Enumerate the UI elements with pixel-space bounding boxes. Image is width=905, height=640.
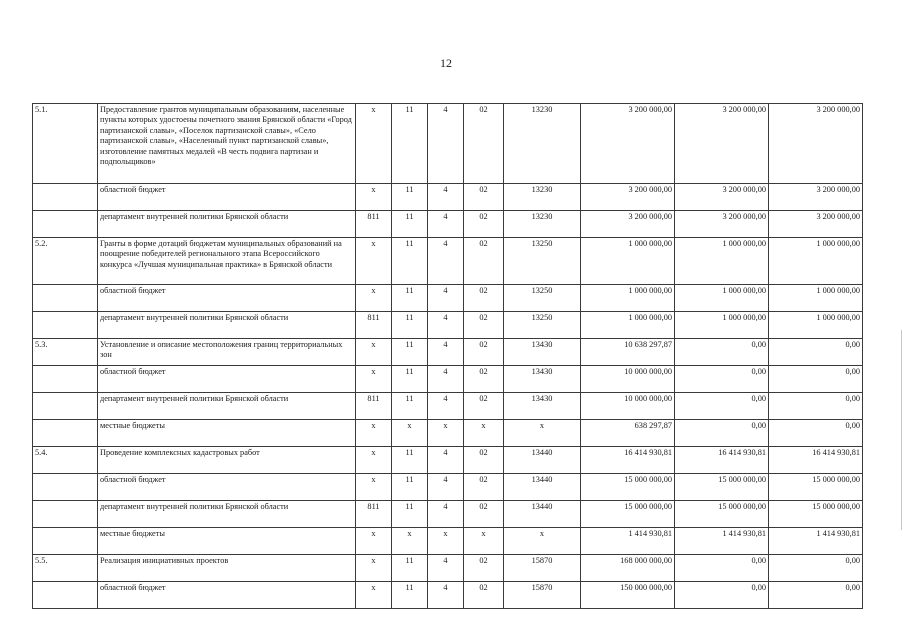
amount-cell: 16 414 930,81 xyxy=(581,447,675,474)
code-cell: х xyxy=(428,528,464,555)
row-number: 5.2. xyxy=(33,238,98,285)
code-cell: 11 xyxy=(392,211,428,238)
page-number: 12 xyxy=(440,56,452,70)
amount-cell: 0,00 xyxy=(675,393,769,420)
code-cell: х xyxy=(356,420,392,447)
code-cell: 11 xyxy=(392,285,428,312)
row-number xyxy=(33,528,98,555)
table-row xyxy=(33,238,863,285)
code-cell: 4 xyxy=(428,582,464,609)
scan-edge-line xyxy=(901,330,902,530)
code-cell: х xyxy=(504,420,581,447)
amount-cell: 1 000 000,00 xyxy=(675,238,769,285)
amount-cell: 15 000 000,00 xyxy=(769,474,863,501)
amount-cell: 1 000 000,00 xyxy=(581,312,675,339)
amount-cell: 10 638 297,87 xyxy=(581,339,675,366)
amount-cell: 1 000 000,00 xyxy=(581,238,675,285)
amount-cell: 0,00 xyxy=(675,555,769,582)
code-cell: х xyxy=(356,285,392,312)
code-cell: х xyxy=(504,528,581,555)
row-name: Проведение комплексных кадастровых работ xyxy=(98,447,356,474)
table-row xyxy=(33,393,863,420)
row-number xyxy=(33,285,98,312)
table-row xyxy=(33,339,863,366)
row-number xyxy=(33,474,98,501)
code-cell: 4 xyxy=(428,393,464,420)
code-cell: 13230 xyxy=(504,211,581,238)
amount-cell: 1 000 000,00 xyxy=(769,238,863,285)
row-number: 5.4. xyxy=(33,447,98,474)
row-number xyxy=(33,184,98,211)
code-cell: 11 xyxy=(392,366,428,393)
code-cell: 11 xyxy=(392,393,428,420)
amount-cell: 1 000 000,00 xyxy=(769,312,863,339)
code-cell: х xyxy=(356,555,392,582)
table-row xyxy=(33,104,863,184)
code-cell: х xyxy=(356,184,392,211)
row-name: департамент внутренней политики Брянской области xyxy=(98,393,356,420)
code-cell: 4 xyxy=(428,104,464,184)
row-number xyxy=(33,312,98,339)
amount-cell: 0,00 xyxy=(769,582,863,609)
amount-cell: 3 200 000,00 xyxy=(581,184,675,211)
code-cell: 13430 xyxy=(504,393,581,420)
code-cell: 13250 xyxy=(504,285,581,312)
amount-cell: 0,00 xyxy=(675,420,769,447)
code-cell: 02 xyxy=(464,238,504,285)
code-cell: 02 xyxy=(464,184,504,211)
table-row xyxy=(33,312,863,339)
code-cell: 11 xyxy=(392,501,428,528)
code-cell: 811 xyxy=(356,501,392,528)
code-cell: х xyxy=(428,420,464,447)
row-number: 5.1. xyxy=(33,104,98,184)
amount-cell: 638 297,87 xyxy=(581,420,675,447)
code-cell: х xyxy=(356,238,392,285)
amount-cell: 3 200 000,00 xyxy=(769,211,863,238)
code-cell: х xyxy=(356,528,392,555)
code-cell: 11 xyxy=(392,582,428,609)
code-cell: х xyxy=(464,528,504,555)
amount-cell: 15 000 000,00 xyxy=(581,501,675,528)
amount-cell: 0,00 xyxy=(769,420,863,447)
amount-cell: 15 000 000,00 xyxy=(581,474,675,501)
code-cell: 02 xyxy=(464,285,504,312)
amount-cell: 1 000 000,00 xyxy=(675,312,769,339)
code-cell: 13440 xyxy=(504,447,581,474)
row-number: 5.5. xyxy=(33,555,98,582)
code-cell: 02 xyxy=(464,447,504,474)
amount-cell: 150 000 000,00 xyxy=(581,582,675,609)
amount-cell: 1 414 930,81 xyxy=(769,528,863,555)
table-row xyxy=(33,528,863,555)
amount-cell: 1 414 930,81 xyxy=(581,528,675,555)
amount-cell: 3 200 000,00 xyxy=(769,104,863,184)
row-name: Установление и описание местоположения границ территориальных зон xyxy=(98,339,356,366)
row-number xyxy=(33,393,98,420)
amount-cell: 10 000 000,00 xyxy=(581,393,675,420)
code-cell: 11 xyxy=(392,312,428,339)
code-cell: 811 xyxy=(356,393,392,420)
code-cell: 13440 xyxy=(504,474,581,501)
row-name: областной бюджет xyxy=(98,582,356,609)
code-cell: 13230 xyxy=(504,184,581,211)
row-number xyxy=(33,501,98,528)
code-cell: 02 xyxy=(464,366,504,393)
table-row xyxy=(33,211,863,238)
table-row xyxy=(33,582,863,609)
code-cell: 02 xyxy=(464,582,504,609)
code-cell: х xyxy=(356,447,392,474)
amount-cell: 0,00 xyxy=(675,366,769,393)
code-cell: 13250 xyxy=(504,238,581,285)
amount-cell: 0,00 xyxy=(769,366,863,393)
table-row xyxy=(33,184,863,211)
code-cell: 4 xyxy=(428,184,464,211)
code-cell: 02 xyxy=(464,501,504,528)
code-cell: 11 xyxy=(392,104,428,184)
code-cell: х xyxy=(464,420,504,447)
table-row xyxy=(33,420,863,447)
code-cell: 02 xyxy=(464,555,504,582)
row-number xyxy=(33,420,98,447)
code-cell: х xyxy=(356,474,392,501)
row-number xyxy=(33,211,98,238)
code-cell: 02 xyxy=(464,312,504,339)
code-cell: 4 xyxy=(428,474,464,501)
code-cell: 11 xyxy=(392,555,428,582)
row-number: 5.3. xyxy=(33,339,98,366)
table-row xyxy=(33,555,863,582)
amount-cell: 3 200 000,00 xyxy=(769,184,863,211)
code-cell: 15870 xyxy=(504,555,581,582)
code-cell: 11 xyxy=(392,447,428,474)
row-name: областной бюджет xyxy=(98,474,356,501)
code-cell: 02 xyxy=(464,474,504,501)
amount-cell: 10 000 000,00 xyxy=(581,366,675,393)
budget-table xyxy=(32,103,863,609)
code-cell: 4 xyxy=(428,501,464,528)
code-cell: 02 xyxy=(464,104,504,184)
code-cell: 4 xyxy=(428,366,464,393)
code-cell: х xyxy=(356,582,392,609)
table-row xyxy=(33,366,863,393)
table-row xyxy=(33,501,863,528)
amount-cell: 1 000 000,00 xyxy=(581,285,675,312)
code-cell: 11 xyxy=(392,184,428,211)
code-cell: 811 xyxy=(356,312,392,339)
code-cell: 11 xyxy=(392,238,428,285)
code-cell: 4 xyxy=(428,447,464,474)
row-name: областной бюджет xyxy=(98,184,356,211)
code-cell: 13430 xyxy=(504,366,581,393)
table-body xyxy=(33,104,863,609)
code-cell: х xyxy=(392,420,428,447)
code-cell: 4 xyxy=(428,211,464,238)
amount-cell: 3 200 000,00 xyxy=(581,104,675,184)
amount-cell: 15 000 000,00 xyxy=(675,474,769,501)
row-name: департамент внутренней политики Брянской области xyxy=(98,211,356,238)
amount-cell: 15 000 000,00 xyxy=(769,501,863,528)
row-name: местные бюджеты xyxy=(98,528,356,555)
code-cell: 4 xyxy=(428,285,464,312)
row-name: департамент внутренней политики Брянской области xyxy=(98,312,356,339)
amount-cell: 0,00 xyxy=(675,339,769,366)
code-cell: 13230 xyxy=(504,104,581,184)
code-cell: 13430 xyxy=(504,339,581,366)
amount-cell: 1 414 930,81 xyxy=(675,528,769,555)
row-number xyxy=(33,366,98,393)
code-cell: 11 xyxy=(392,474,428,501)
amount-cell: 16 414 930,81 xyxy=(769,447,863,474)
row-name: областной бюджет xyxy=(98,285,356,312)
code-cell: х xyxy=(392,528,428,555)
row-name: областной бюджет xyxy=(98,366,356,393)
amount-cell: 3 200 000,00 xyxy=(675,184,769,211)
amount-cell: 1 000 000,00 xyxy=(675,285,769,312)
code-cell: 11 xyxy=(392,339,428,366)
code-cell: 4 xyxy=(428,555,464,582)
amount-cell: 0,00 xyxy=(675,582,769,609)
amount-cell: 0,00 xyxy=(769,555,863,582)
code-cell: 13440 xyxy=(504,501,581,528)
amount-cell: 0,00 xyxy=(769,393,863,420)
code-cell: 4 xyxy=(428,312,464,339)
code-cell: 15870 xyxy=(504,582,581,609)
amount-cell: 3 200 000,00 xyxy=(581,211,675,238)
table-row xyxy=(33,285,863,312)
table-row xyxy=(33,447,863,474)
amount-cell: 15 000 000,00 xyxy=(675,501,769,528)
code-cell: х xyxy=(356,104,392,184)
row-name: Предоставление грантов муниципальным образованиям, населенные пункты которых удостоены почетного звания Брянской области «Город партизанской славы», «Поселок партизанской славы», «Село партизанской славы», «Населенный пункт партизанской славы», изготовление памятных медалей «В честь подвига партизан и подпольщиков» xyxy=(98,104,356,184)
amount-cell: 3 200 000,00 xyxy=(675,104,769,184)
code-cell: 4 xyxy=(428,339,464,366)
row-name: местные бюджеты xyxy=(98,420,356,447)
amount-cell: 3 200 000,00 xyxy=(675,211,769,238)
amount-cell: 16 414 930,81 xyxy=(675,447,769,474)
code-cell: 13250 xyxy=(504,312,581,339)
row-number xyxy=(33,582,98,609)
row-name: Реализация инициативных проектов xyxy=(98,555,356,582)
code-cell: 4 xyxy=(428,238,464,285)
code-cell: х xyxy=(356,339,392,366)
code-cell: 02 xyxy=(464,211,504,238)
code-cell: 02 xyxy=(464,339,504,366)
code-cell: 811 xyxy=(356,211,392,238)
table-row xyxy=(33,474,863,501)
row-name: Гранты в форме дотаций бюджетам муниципальных образований на поощрение победителей регионального этапа Всероссийского конкурса «Лучшая муниципальная практика» в Брянской области xyxy=(98,238,356,285)
amount-cell: 168 000 000,00 xyxy=(581,555,675,582)
code-cell: 02 xyxy=(464,393,504,420)
amount-cell: 1 000 000,00 xyxy=(769,285,863,312)
code-cell: х xyxy=(356,366,392,393)
amount-cell: 0,00 xyxy=(769,339,863,366)
row-name: департамент внутренней политики Брянской области xyxy=(98,501,356,528)
